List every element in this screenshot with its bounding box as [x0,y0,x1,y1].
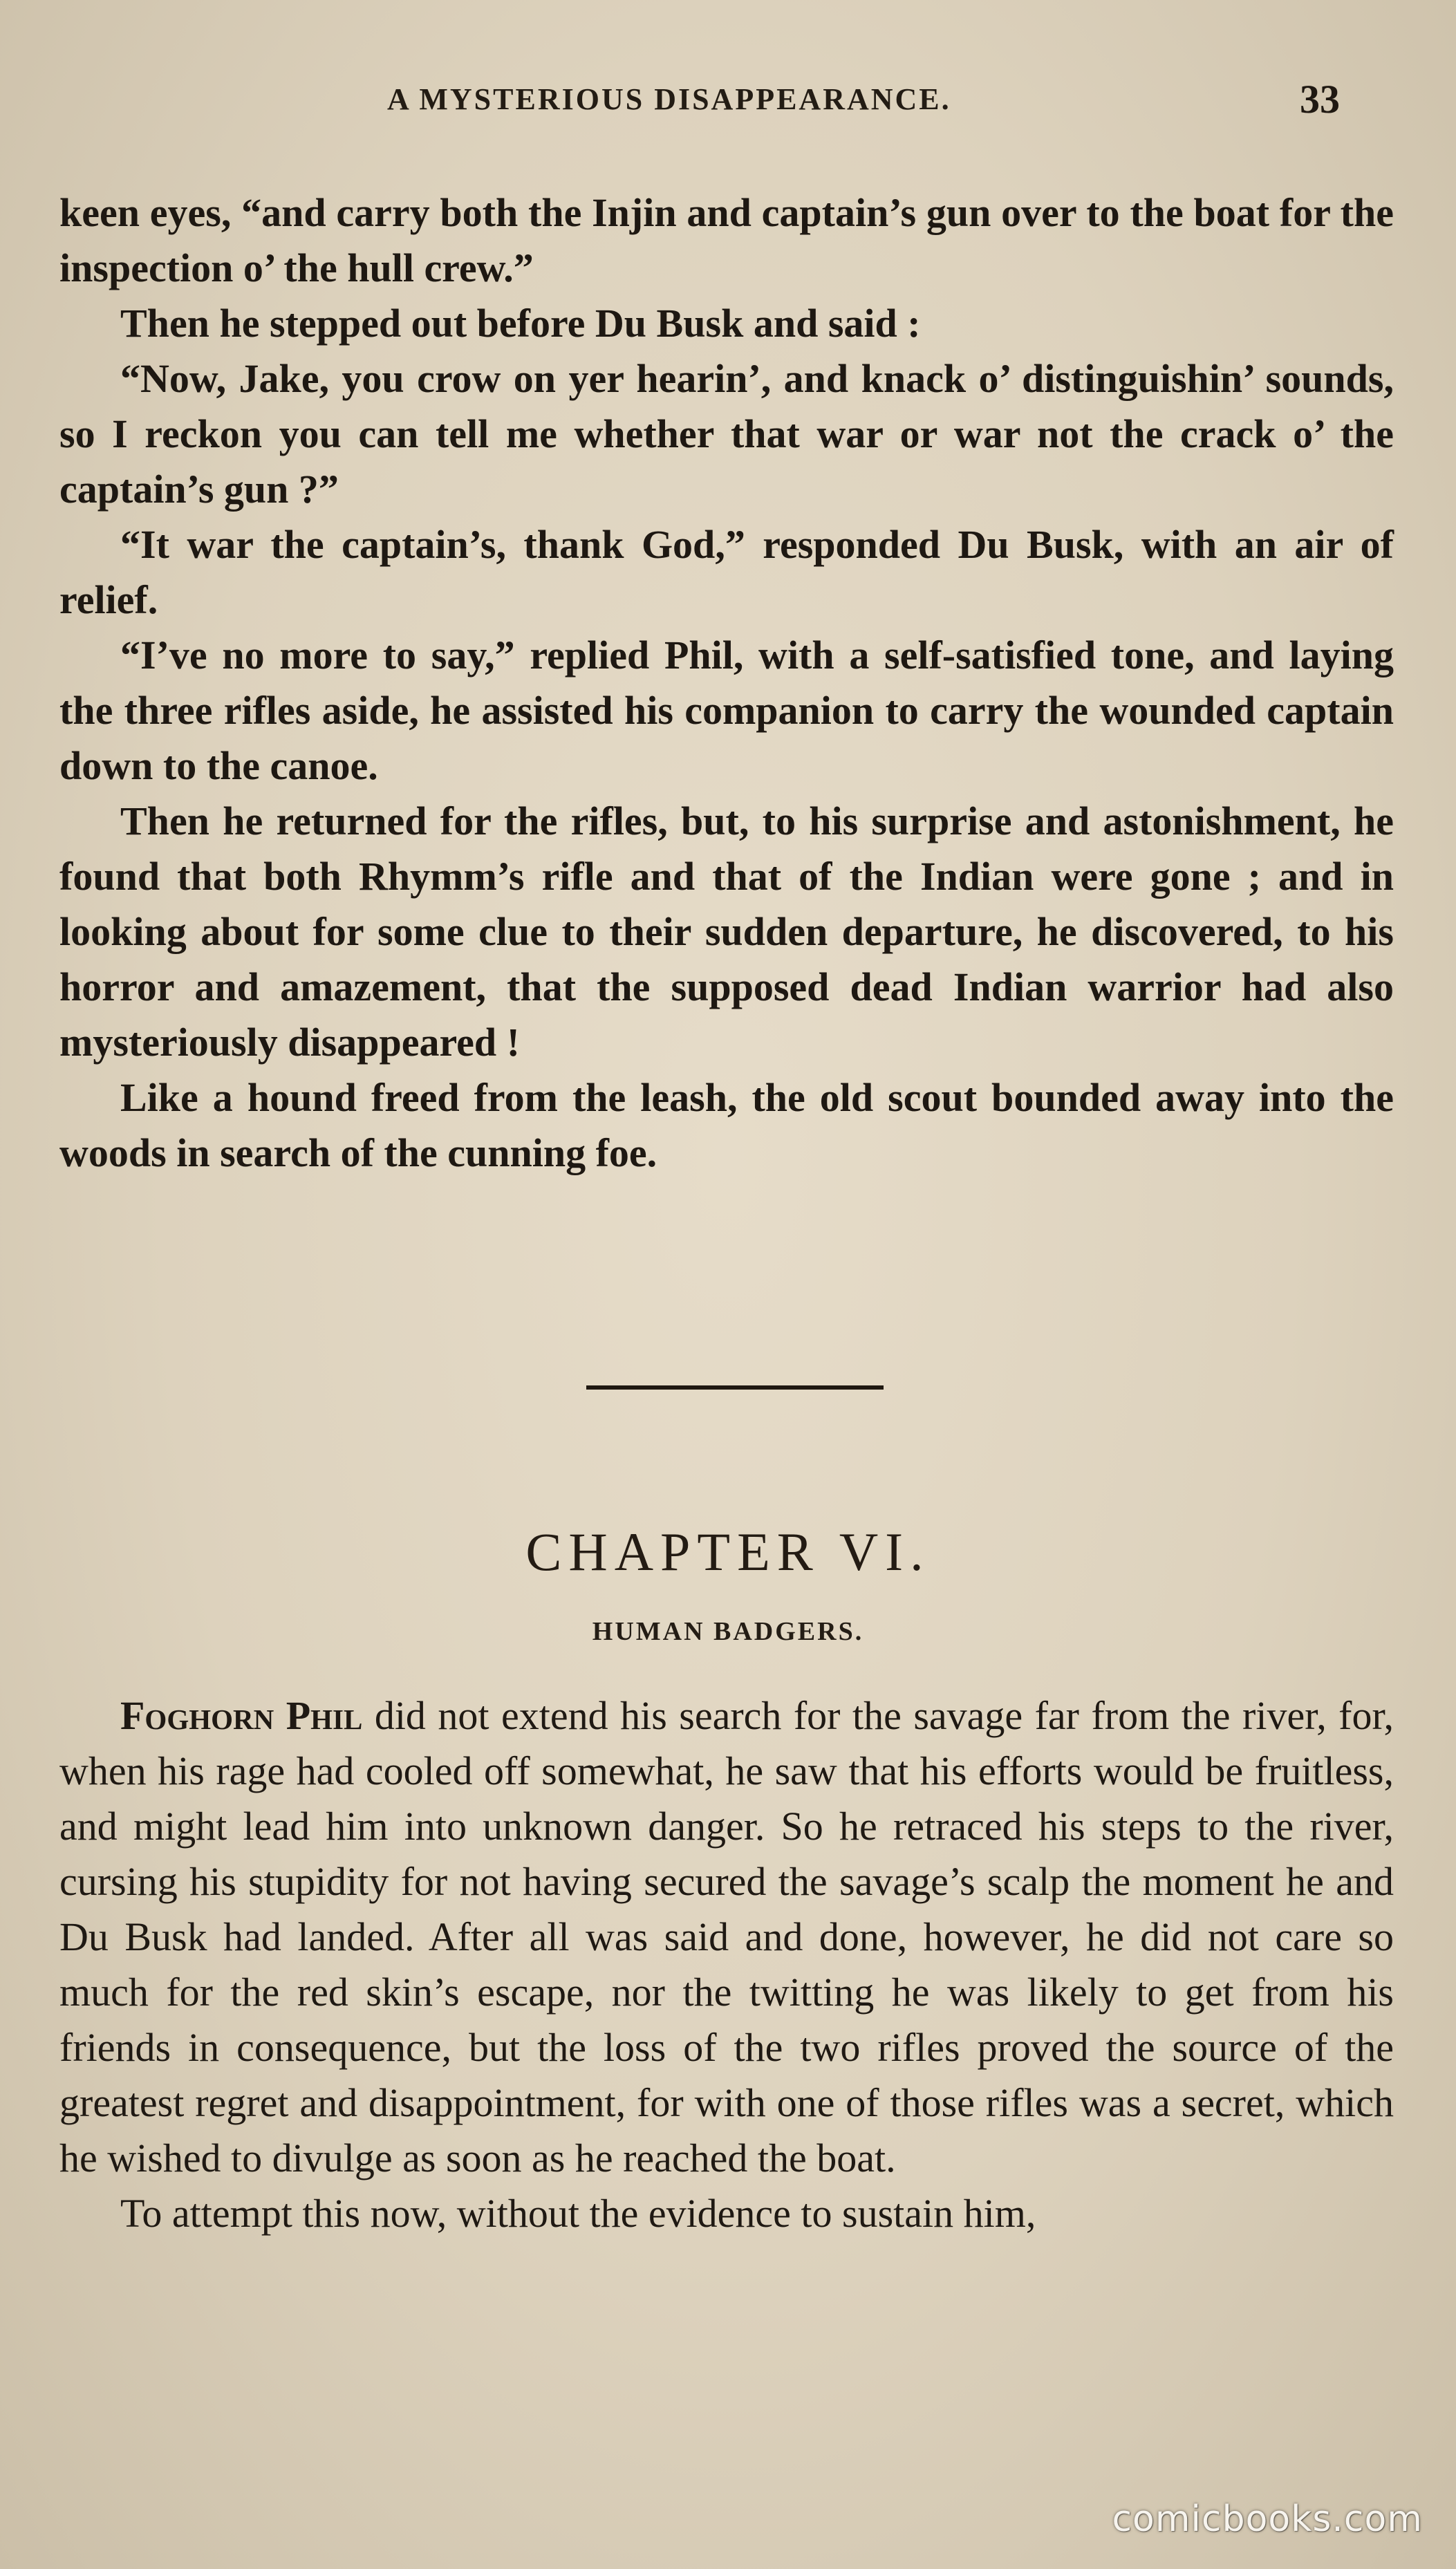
paragraph-3: “Now, Jake, you crow on yer hearin’, and knack o’ distinguishin’ sounds, so I reckon you can tell me whether that war or war not the crack o’ the captain’s gun ?” [59,356,1394,512]
chapter-subtitle: HUMAN BADGERS. [592,1617,864,1646]
bold-lead-block [59,185,1394,1181]
chapter-lead-name: Foghorn Phil [120,1693,363,1738]
section-rule [586,1385,884,1390]
running-head: A MYSTERIOUS DISAPPEARANCE. [387,82,951,116]
paragraph-2: Then he stepped out before Du Busk and said : [120,301,921,346]
chapter-text [59,1688,1394,2241]
chapter-paragraph-2: To attempt this now, without the evidence to sustain him, [120,2191,1036,2236]
site-watermark: comicbooks.com [1112,2498,1423,2540]
paragraph-4: “It war the captain’s, thank God,” responded Du Busk, with an air of relief. [59,522,1394,622]
paragraph-7: Like a hound freed from the leash, the old scout bounded away into the woods in search of the cunning foe. [59,1075,1394,1175]
chapter-title: CHAPTER VI. [525,1522,931,1582]
page-number: 33 [1300,77,1340,122]
chapter-paragraph-1-text: did not extend his search for the savage far from the river, for, when his rage had cooled off somewhat, he saw that his efforts would be fruitless, and might lead him into unknown danger. So he retraced his steps to the river, cursing his stupidity for not having secured the savage’s scalp the moment he and Du Busk had landed. After all was said and done, however, he did not care so much for the red skin’s escape, nor the twitting he was likely to get from his friends in consequence, but the loss of the two rifles proved the source of the greatest regret and disappointment, for with one of those rifles was a secret, which he wished to divulge as soon as he reached the boat. [59,1693,1394,2180]
page-header [0,77,1456,130]
paragraph-5: “I’ve no more to say,” replied Phil, with a self-satisfied tone, and laying the three rifles aside, he assisted his companion to carry the wounded captain down to the canoe. [59,633,1394,788]
body-text [59,185,1394,1181]
paragraph-1: keen eyes, “and carry both the Injin and captain’s gun over to the boat for the inspection o’ the hull crew.” [59,190,1394,290]
paragraph-6: Then he returned for the rifles, but, to his surprise and astonishment, he found that both Rhymm’s rifle and that of the Indian were gone ; and in looking about for some clue to their sudden departure, he discovered, to his horror and amazement, that the supposed dead Indian warrior had also mysteriously disappeared ! [59,798,1394,1065]
chapter-paragraph-1 [59,1688,1394,2186]
